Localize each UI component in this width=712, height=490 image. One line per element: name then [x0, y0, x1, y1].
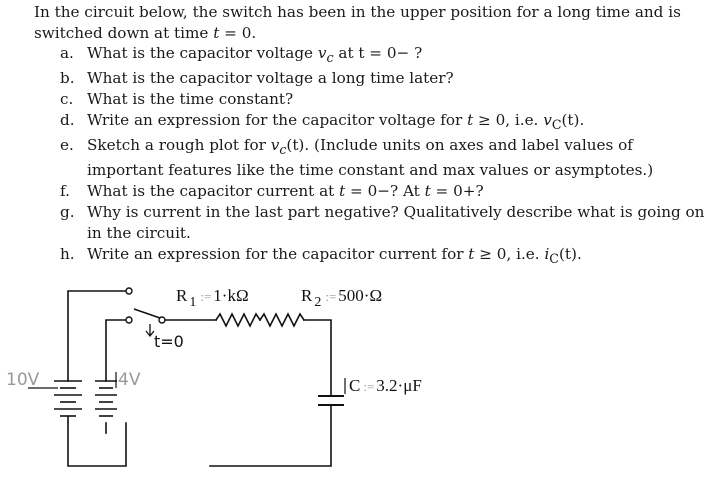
- problem-intro: [34, 2, 704, 44]
- wire-r2-to-capacitor: [304, 320, 331, 396]
- question-var: t: [424, 182, 431, 201]
- question-var: v: [317, 44, 327, 62]
- question-item: [60, 244, 705, 269]
- question-sub: C: [549, 251, 559, 267]
- question-sub: c: [279, 142, 287, 158]
- intro-text-end: = 0.: [219, 24, 257, 42]
- question-segment: What is the capacitor current at: [87, 182, 340, 201]
- switch-blade: [134, 309, 160, 318]
- battery-10v: [54, 381, 82, 423]
- question-text: [87, 181, 705, 202]
- question-list: [60, 43, 705, 269]
- question-text: [87, 43, 705, 68]
- switch-upper-contact: [126, 288, 132, 294]
- question-letter: b.: [60, 69, 75, 88]
- r2-assign: :=: [325, 289, 337, 304]
- c-label: [349, 376, 422, 395]
- intro-line-2: [34, 23, 704, 44]
- question-var: v: [270, 136, 280, 155]
- question-var: t: [468, 245, 475, 264]
- question-letter: h.: [60, 245, 75, 264]
- question-segment: Write an expression for the capacitor voltage for: [87, 111, 468, 130]
- r1-name: R: [176, 286, 188, 305]
- c-value: 3.2·μF: [376, 376, 422, 395]
- question-segment: Why is current in the last part negative? Qualitatively describe what is going on: [87, 203, 705, 222]
- circuit-diagram: [0, 268, 712, 490]
- wire-source1-top: [68, 291, 126, 381]
- question-segment: at t = 0− ?: [333, 44, 423, 62]
- question-item: [60, 202, 705, 244]
- capacitor: [318, 396, 344, 405]
- resistor-r2: [260, 314, 304, 326]
- question-letter: e.: [60, 136, 74, 155]
- r2-sub: 2: [314, 295, 322, 310]
- question-segment: (t).: [561, 111, 585, 130]
- battery-4v-label: 4V: [118, 370, 141, 390]
- question-text: [87, 110, 705, 135]
- wire-bottom-return: [68, 423, 126, 466]
- question-item: [60, 43, 705, 68]
- question-item: [60, 181, 705, 202]
- question-text: What is the capacitor voltage a long time later?: [87, 69, 454, 88]
- question-segment: Write an expression for the capacitor current for: [87, 245, 469, 264]
- r2-name: R: [301, 286, 313, 305]
- switch-label: t=0: [154, 332, 184, 351]
- resistor-r1: [216, 314, 260, 326]
- question-text: [87, 244, 705, 269]
- question-letter: g.: [60, 203, 75, 222]
- question-var: i: [544, 245, 550, 264]
- question-segment: = 0−? At: [345, 182, 425, 201]
- battery-10v-label: 10V: [6, 370, 40, 390]
- r2-label: [301, 286, 382, 310]
- r1-assign: :=: [200, 289, 212, 304]
- question-var: v: [543, 111, 552, 130]
- question-segment: (t). (Include units on axes and label values of: [286, 136, 633, 155]
- question-segment: (t).: [558, 245, 582, 264]
- question-segment: Sketch a rough plot for: [87, 136, 271, 155]
- question-letter: a.: [60, 44, 74, 62]
- question-text: [87, 202, 705, 244]
- question-letter: c.: [60, 90, 74, 109]
- c-name: C: [349, 376, 361, 395]
- c-assign: :=: [363, 379, 375, 394]
- question-segment: in the circuit.: [87, 224, 191, 243]
- question-segment: important features like the time constant and max values or asymptotes.): [87, 161, 654, 180]
- question-segment: ≥ 0, i.e.: [474, 245, 545, 264]
- question-item: [60, 110, 705, 135]
- switch-lower-contact: [126, 317, 132, 323]
- battery-4v: [95, 381, 117, 416]
- question-text: [87, 135, 705, 181]
- question-text: What is the time constant?: [87, 90, 294, 109]
- wire-capacitor-bottom: [210, 405, 331, 466]
- question-segment: What is the capacitor voltage: [87, 44, 318, 62]
- intro-line-1: In the circuit below, the switch has been in the upper position for a long time and is: [34, 3, 681, 21]
- question-var: t: [467, 111, 474, 130]
- intro-var: t: [213, 24, 220, 42]
- question-segment: = 0+?: [430, 182, 484, 201]
- r2-value: 500·Ω: [338, 286, 383, 305]
- r1-label: [176, 286, 249, 310]
- question-var: t: [339, 182, 346, 201]
- question-item: [60, 68, 705, 89]
- question-item: [60, 135, 705, 181]
- question-item: [60, 89, 705, 110]
- question-letter: f.: [60, 182, 70, 201]
- question-segment: ≥ 0, i.e.: [473, 111, 544, 130]
- r1-value: 1·kΩ: [213, 286, 249, 305]
- r1-sub: 1: [189, 295, 197, 310]
- question-sub: c: [326, 50, 334, 66]
- intro-text: switched down at time: [34, 24, 214, 42]
- question-letter: d.: [60, 111, 75, 130]
- question-sub: C: [551, 117, 562, 133]
